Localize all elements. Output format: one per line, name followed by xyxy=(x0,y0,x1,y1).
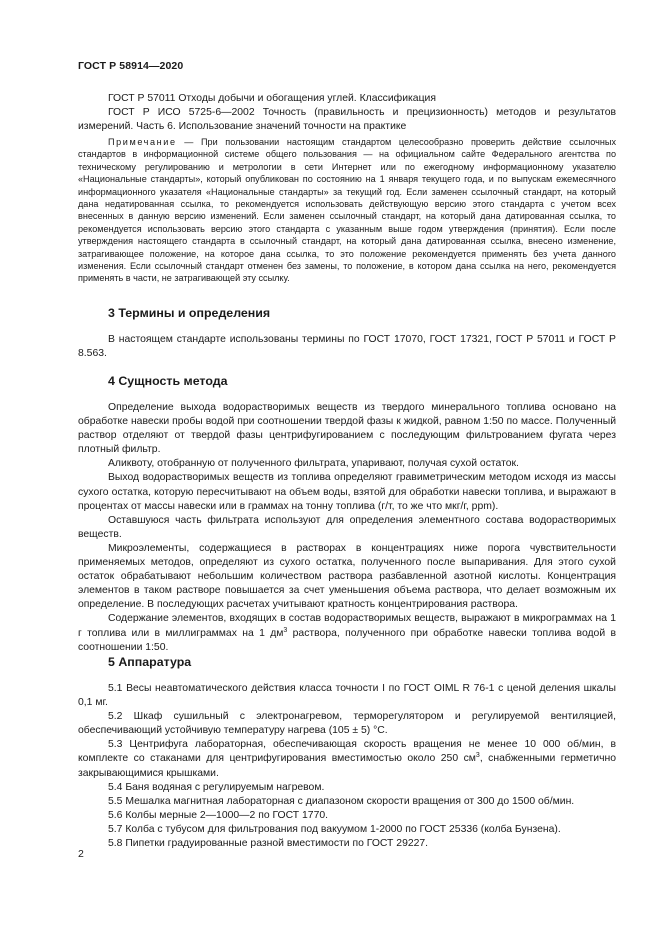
equipment-item xyxy=(78,738,616,780)
standard-header: ГОСТ Р 58914—2020 xyxy=(78,60,184,72)
note-text: — При пользовании настоящим стандартом целесообразно проверить действие ссылочных стандартов в информационной системе общего пользования — на официальном сайте Федерального агентства по техническому регулированию и метрологии в сети Интернет или по ежегодному информационному указателю «Национальные стандарты», который опубликован по состоянию на 1 января текущего года, и по выпускам ежемесячного информационного указателя «Национальные стандарты» за текущий год. Если заменен ссылочный стандарт, на который дана недатированная ссылка, то рекомендуется использовать действующую версию этого стандарта с учетом всех внесенных в данную версию изменений. Если заменен ссылочный стандарт, на который дана датированная ссылка, то рекомендуется использовать версию этого стандарта с указанным выше годом утверждения (принятия). Если после утверждения настоящего стандарта в ссылочный стандарт, на который дана датированная ссылка, внесено изменение, затрагивающее положение, на которое дана ссылка, то это положение рекомендуется применять без учета данного изменения. Если ссылочный стандарт отменен без замены, то положение, в котором дана ссылка на него, рекомендуется применять в части, не затрагивающей эту ссылку. xyxy=(78,137,616,284)
text-run: , снабженными герметично закрывающимися крышками. xyxy=(78,753,616,779)
references-block xyxy=(78,92,616,134)
equipment-item: 5.6 Колбы мерные 2—1000—2 по ГОСТ 1770. xyxy=(108,809,329,821)
superscript: 3 xyxy=(283,626,288,634)
equipment-item: 5.1 Весы неавтоматического действия класса точности I по ГОСТ OIML R 76-1 с ценой деления шкалы 0,1 мг. xyxy=(78,683,616,709)
page-number: 2 xyxy=(78,848,84,860)
section-4 xyxy=(78,374,616,655)
section-paragraph: Аликвоту, отобранную от полученного фильтрата, упаривают, получая сухой остаток. xyxy=(108,458,519,470)
equipment-item: 5.4 Баня водяная с регулируемым нагревом. xyxy=(108,781,325,793)
section-paragraph xyxy=(78,612,616,654)
text-run: Содержание элементов, входящих в состав водорастворимых веществ, выражают в микрограммах на 1 г топлива или в миллиграммах на 1 дм xyxy=(78,613,616,639)
note-block xyxy=(78,136,616,285)
reference-item: ГОСТ Р ИСО 5725-6—2002 Точность (правильность и прецизионность) методов и результатов измерений. Часть 6. Использование значений точности на практике xyxy=(78,107,616,133)
text-run: 5.3 Центрифуга лабораторная, обеспечивающая скорость вращения не менее 10 000 об/мин, в комплекте со стаканами для центрифугирования вместимостью около 250 см xyxy=(78,739,616,765)
section-paragraph: Оставшуюся часть фильтрата используют для определения элементного состава водорастворимых веществ. xyxy=(78,514,616,540)
equipment-item: 5.8 Пипетки градуированные разной вместимости по ГОСТ 29227. xyxy=(108,838,429,850)
reference-item: ГОСТ Р 57011 Отходы добычи и обогащения углей. Классификация xyxy=(108,93,436,104)
section-5 xyxy=(78,655,616,851)
section-heading: 5 Аппаратура xyxy=(108,655,192,669)
note-label: Примечание xyxy=(108,137,177,147)
equipment-item: 5.7 Колба с тубусом для фильтрования под вакуумом 1-2000 по ГОСТ 25336 (колба Бунзена). xyxy=(108,823,561,835)
section-heading: 4 Сущность метода xyxy=(108,374,228,388)
equipment-item: 5.2 Шкаф сушильный с электронагревом, терморегулятором и регулируемой вентиляцией, обеспечивающий устойчивую температуру нагрева (105 ± 5) °С. xyxy=(78,711,616,737)
equipment-item: 5.5 Мешалка магнитная лабораторная с диапазоном скорости вращения от 300 до 1500 об/мин. xyxy=(108,795,575,807)
section-paragraph: Определение выхода водорастворимых веществ из твердого минерального топлива основано на обработке навески пробы водой при соотношении твердой фазы к жидкой, равном 1:50 по массе. Полученный раствор отделяют от твердой фазы центрифугированием с последующим фильтрованием фугата через плотный фильтр. xyxy=(78,402,616,456)
text-run: раствора, полученного при обработке навески топлива водой в соотношении 1:50. xyxy=(78,627,616,653)
note-paragraph xyxy=(78,136,616,285)
section-3 xyxy=(78,306,616,361)
section-paragraph: В настоящем стандарте использованы термины по ГОСТ 17070, ГОСТ 17321, ГОСТ Р 57011 и ГОСТ Р 8.563. xyxy=(78,334,616,360)
section-paragraph: Микроэлементы, содержащиеся в растворах в концентрациях ниже порога чувствительности применяемых методов, определяют из сухого остатка, полученного после выпаривания. Для этого сухой остаток обрабатывают небольшим количеством раствора разбавленной азотной кислоты. Концентрация элементов в таком растворе повышается за счет уменьшения объема раствора, что делает возможным их определение. В последующих расчетах учитывают кратность концентрирования раствора. xyxy=(78,542,616,611)
superscript: 3 xyxy=(475,752,480,760)
section-heading: 3 Термины и определения xyxy=(108,306,271,320)
section-paragraph: Выход водорастворимых веществ из топлива определяют гравиметрическим методом исходя из массы сухого остатка, которую пересчитывают на объем воды, взятой для обработки навески топлива, и выражают в процентах от массы навески или в граммах на тонну топлива (г/т, то же что мкг/г, ppm). xyxy=(78,472,616,512)
